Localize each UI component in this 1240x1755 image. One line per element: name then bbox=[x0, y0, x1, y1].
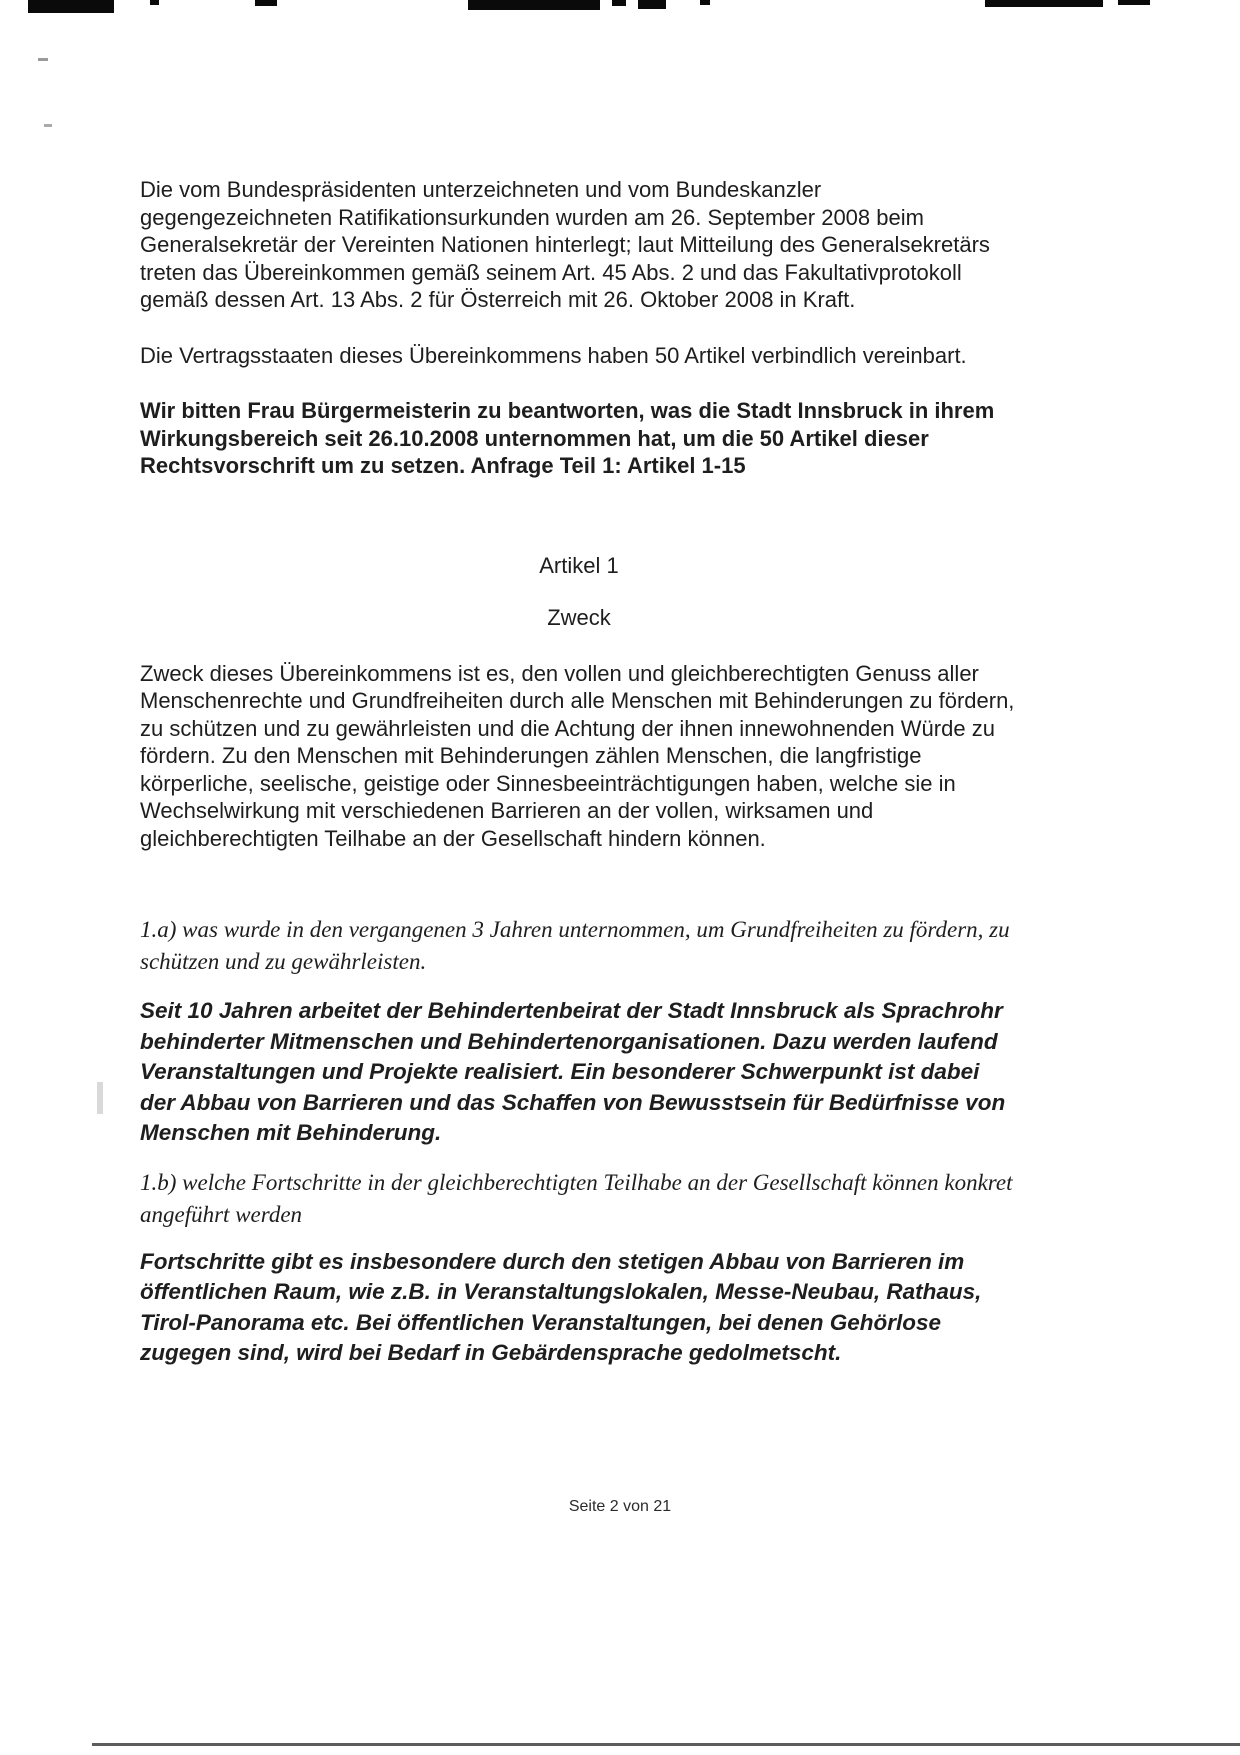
scan-artifact bbox=[1118, 0, 1150, 5]
scan-artifact-bottom-line bbox=[92, 1743, 1240, 1746]
paragraph-zweck-text: Zweck dieses Übereinkommens ist es, den vollen und gleichberechtigten Genuss aller Menschenrechte und Grundfreiheiten durch alle Menschen mit Behinderungen zu fördern, zu schützen und zu gewährleisten und die Achtung der ihnen innewohnenden Würde zu fördern. Zu den Menschen mit Behinderungen zählen Menschen, die langfristige körperliche, seelische, geistige oder Sinnesbeeinträchtigungen haben, welche sie in Wechselwirkung mit verschiedenen Barrieren an der vollen, wirksamen und gleichberechtigten Teilhabe an der Gesellschaft hindern können. bbox=[140, 660, 1015, 851]
scan-artifact bbox=[44, 124, 52, 127]
scan-artifact bbox=[150, 0, 159, 5]
scan-artifact bbox=[468, 0, 600, 10]
article-heading: Artikel 1 bbox=[539, 552, 619, 578]
scan-artifact bbox=[38, 58, 48, 61]
scan-artifact bbox=[985, 0, 1103, 7]
article-subheading: Zweck bbox=[547, 605, 611, 630]
paragraph-vertragsstaaten: Die Vertragsstaaten dieses Übereinkommens haben 50 Artikel verbindlich vereinbart. bbox=[140, 342, 967, 368]
document-body bbox=[140, 176, 1018, 1369]
scan-artifact bbox=[255, 0, 277, 6]
scan-artifact bbox=[638, 0, 666, 9]
question-1a: 1.a) was wurde in den vergangenen 3 Jahren unternommen, um Grundfreiheiten zu fördern, zu schützen und zu gewährleisten. bbox=[140, 917, 1010, 974]
scan-artifact bbox=[700, 0, 710, 5]
scan-artifact bbox=[612, 0, 626, 6]
scan-artifact bbox=[28, 0, 114, 13]
scan-artifact bbox=[97, 1082, 103, 1114]
page-number: Seite 2 von 21 bbox=[568, 1498, 672, 1515]
paragraph-ratification: Die vom Bundespräsidenten unterzeichneten und vom Bundeskanzler gegengezeichneten Ratifikationsurkunden wurden am 26. September 2008 beim Generalsekretär der Vereinten Nationen hinterlegt; laut Mitteilung des Generalsekretärs treten das Übereinkommen gemäß seinem Art. 45 Abs. 2 und das Fakultativprotokoll gemäß dessen Art. 13 Abs. 2 für Österreich mit 26. Oktober 2008 in Kraft. bbox=[140, 177, 990, 312]
answer-1b: Fortschritte gibt es insbesondere durch den stetigen Abbau von Barrieren im öffentlichen Raum, wie z.B. in Veranstaltungslokalen, Messe-Neubau, Rathaus, Tirol-Panorama etc. Bei öffentlichen Veranstaltungen, bei denen Gehörlose zugegen sind, wird bei Bedarf in Gebärdensprache gedolmetscht. bbox=[140, 1248, 982, 1365]
answer-1a: Seit 10 Jahren arbeitet der Behindertenbeirat der Stadt Innsbruck als Sprachrohr behinderter Mitmenschen und Behindertenorganisationen. Dazu werden laufend Veranstaltungen und Projekte realisiert. Ein besonderer Schwerpunkt ist dabei der Abbau von Barrieren und das Schaffen von Bewusstsein für Bedürfnisse von Menschen mit Behinderung. bbox=[140, 998, 1006, 1145]
question-1b: 1.b) welche Fortschritte in der gleichberechtigten Teilhabe an der Gesellschaft können konkret angeführt werden bbox=[140, 1169, 1013, 1227]
paragraph-anfrage: Wir bitten Frau Bürgermeisterin zu beantworten, was die Stadt Innsbruck in ihrem Wirkungsbereich seit 26.10.2008 unternommen hat, um die 50 Artikel dieser Rechtsvorschrift um zu setzen. Anfrage Teil 1: Artikel 1-15 bbox=[140, 398, 995, 478]
